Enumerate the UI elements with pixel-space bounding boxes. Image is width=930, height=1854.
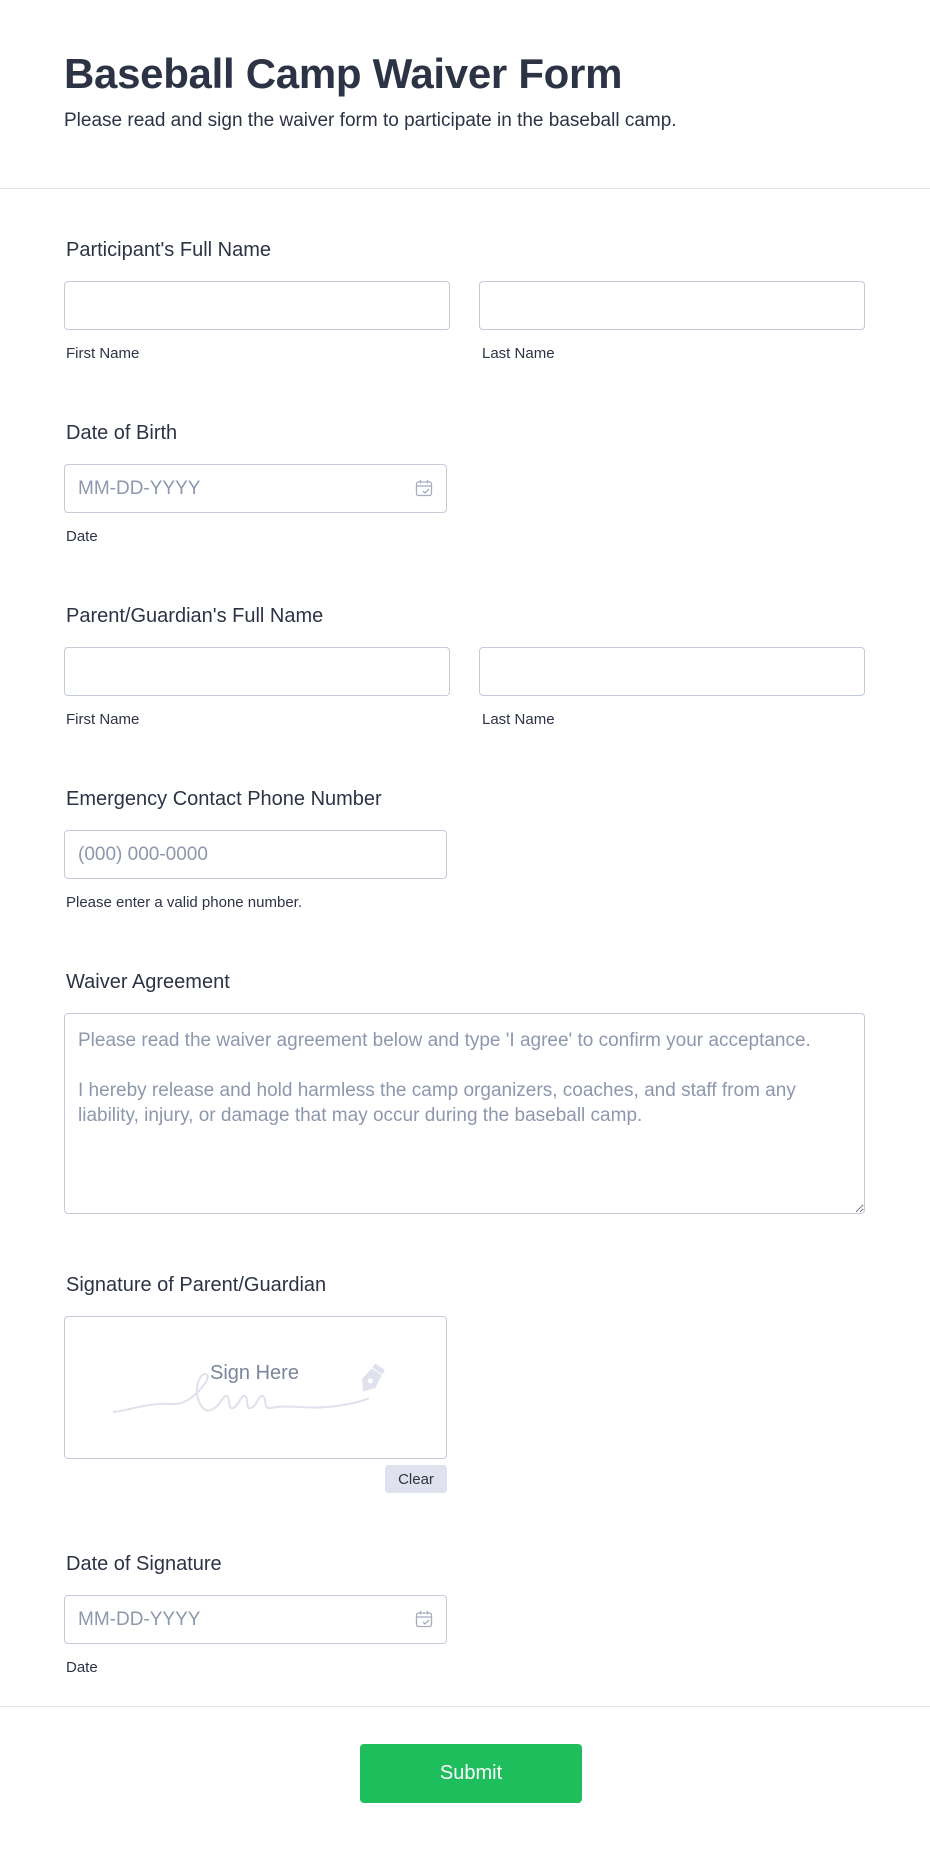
participant-first-name-sublabel: First Name — [66, 345, 140, 362]
emergency-phone-input[interactable] — [64, 830, 447, 879]
guardian-first-name-input[interactable] — [64, 647, 450, 696]
participant-name-label: Participant's Full Name — [66, 239, 271, 261]
guardian-last-name-input[interactable] — [479, 647, 865, 696]
page-title: Baseball Camp Waiver Form — [64, 50, 623, 97]
participant-last-name-input[interactable] — [479, 281, 865, 330]
guardian-last-name-sublabel: Last Name — [482, 711, 555, 728]
form-footer — [0, 1706, 930, 1854]
signature-date-input[interactable] — [64, 1595, 447, 1644]
signature-placeholder: Sign Here — [210, 1362, 299, 1384]
guardian-first-name-sublabel: First Name — [66, 711, 140, 728]
guardian-name-label: Parent/Guardian's Full Name — [66, 605, 324, 627]
dob-input[interactable] — [64, 464, 447, 513]
waiver-label: Waiver Agreement — [66, 971, 230, 993]
dob-sublabel: Date — [66, 528, 98, 545]
emergency-phone-label: Emergency Contact Phone Number — [66, 788, 382, 810]
signature-date-label: Date of Signature — [66, 1553, 222, 1575]
signature-date-sublabel: Date — [66, 1659, 98, 1676]
submit-button[interactable]: Submit — [360, 1744, 582, 1803]
calendar-icon[interactable] — [415, 1610, 433, 1628]
page-subtitle: Please read and sign the waiver form to participate in the baseball camp. — [64, 110, 677, 131]
calendar-icon[interactable] — [415, 479, 433, 497]
waiver-textarea[interactable] — [64, 1013, 865, 1214]
emergency-phone-sublabel: Please enter a valid phone number. — [66, 894, 302, 911]
dob-label: Date of Birth — [66, 422, 178, 444]
form-header — [0, 0, 930, 189]
participant-last-name-sublabel: Last Name — [482, 345, 555, 362]
clear-signature-button[interactable]: Clear — [385, 1465, 447, 1493]
participant-first-name-input[interactable] — [64, 281, 450, 330]
signature-label: Signature of Parent/Guardian — [66, 1274, 327, 1296]
signature-pad[interactable] — [64, 1316, 447, 1459]
signature-scribble-icon — [111, 1362, 401, 1422]
